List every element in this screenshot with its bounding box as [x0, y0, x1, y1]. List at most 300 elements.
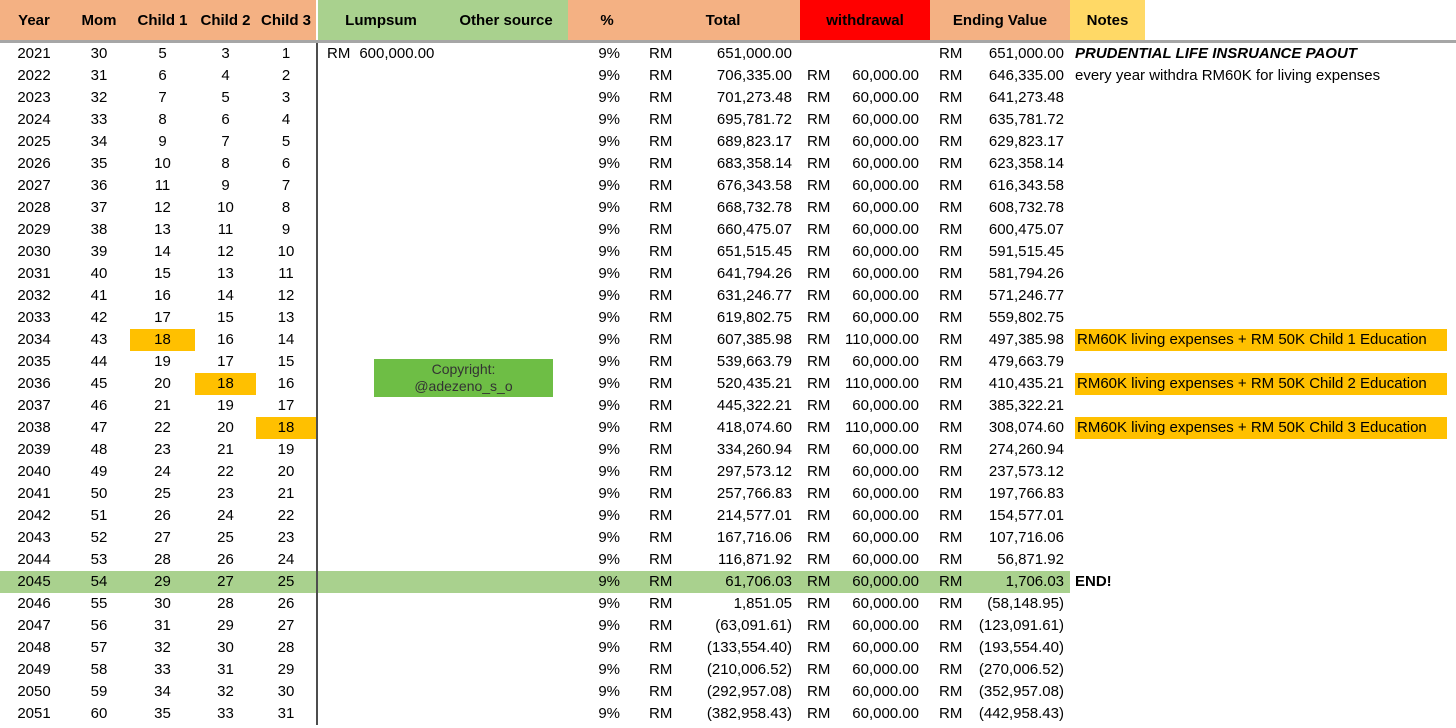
cell-child-1[interactable]: 5	[158, 45, 167, 62]
cell-total[interactable]: 334,260.94	[716, 441, 792, 458]
cell-note[interactable]	[1070, 681, 1456, 703]
cell-percent[interactable]: 9%	[598, 155, 620, 172]
cell-withdrawal-currency[interactable]: RM	[807, 441, 831, 458]
cell-percent[interactable]: 9%	[598, 529, 620, 546]
cell-lumpsum[interactable]	[318, 131, 444, 153]
cell-total[interactable]: (210,006.52)	[706, 661, 792, 678]
cell-withdrawal[interactable]: 60,000.00	[852, 507, 919, 524]
cell-withdrawal[interactable]: 60,000.00	[852, 485, 919, 502]
cell-mom[interactable]: 60	[90, 705, 108, 722]
cell-lumpsum[interactable]	[318, 197, 444, 219]
cell-year[interactable]: 2044	[17, 551, 51, 568]
cell-child-3[interactable]: 23	[256, 527, 318, 549]
cell-year[interactable]: 2036	[17, 375, 51, 392]
cell-withdrawal[interactable]: 60,000.00	[852, 111, 919, 128]
cell-withdrawal[interactable]: 60,000.00	[852, 287, 919, 304]
cell-child-1[interactable]: 33	[154, 661, 171, 678]
cell-child-3[interactable]: 29	[256, 659, 318, 681]
cell-total[interactable]: 668,732.78	[716, 199, 792, 216]
cell-lumpsum[interactable]	[318, 439, 444, 461]
cell-mom[interactable]: 44	[90, 353, 108, 370]
cell-ending-currency[interactable]: RM	[939, 595, 963, 612]
cell-other-source[interactable]	[444, 153, 568, 175]
cell-withdrawal-currency[interactable]: RM	[807, 265, 831, 282]
cell-total[interactable]: 660,475.07	[716, 221, 792, 238]
cell-total[interactable]: 706,335.00	[716, 67, 792, 84]
cell-percent[interactable]: 9%	[598, 353, 620, 370]
cell-child-3[interactable]: 15	[256, 351, 318, 373]
cell-year[interactable]: 2040	[17, 463, 51, 480]
cell-ending-value[interactable]: 197,766.83	[988, 485, 1064, 502]
cell-withdrawal[interactable]: 60,000.00	[852, 199, 919, 216]
cell-ending-currency[interactable]: RM	[939, 353, 963, 370]
cell-lumpsum[interactable]	[318, 395, 444, 417]
cell-total[interactable]: 689,823.17	[716, 133, 792, 150]
cell-child-1[interactable]: 31	[154, 617, 171, 634]
cell-ending-currency[interactable]: RM	[939, 309, 963, 326]
cell-year[interactable]: 2033	[17, 309, 51, 326]
cell-year[interactable]: 2051	[17, 705, 51, 722]
cell-child-1[interactable]: 23	[154, 441, 171, 458]
cell-percent[interactable]: 9%	[598, 265, 620, 282]
cell-note[interactable]	[1070, 637, 1456, 659]
cell-percent[interactable]: 9%	[598, 309, 620, 326]
cell-other-source[interactable]	[444, 615, 568, 637]
header-percent[interactable]: %	[568, 0, 646, 40]
cell-mom[interactable]: 33	[90, 111, 108, 128]
cell-percent[interactable]: 9%	[598, 463, 620, 480]
cell-child-3[interactable]: 7	[256, 175, 318, 197]
cell-withdrawal[interactable]: 60,000.00	[852, 441, 919, 458]
cell-year[interactable]: 2034	[17, 331, 51, 348]
cell-child-2[interactable]: 27	[195, 571, 256, 593]
cell-other-source[interactable]	[444, 571, 568, 593]
cell-percent[interactable]: 9%	[598, 551, 620, 568]
cell-withdrawal-currency[interactable]: RM	[807, 485, 831, 502]
cell-other-source[interactable]	[444, 131, 568, 153]
cell-withdrawal-currency[interactable]: RM	[807, 463, 831, 480]
cell-lumpsum[interactable]	[318, 681, 444, 703]
cell-child-3[interactable]: 14	[256, 329, 318, 351]
cell-total-currency[interactable]: RM	[649, 683, 673, 700]
cell-total[interactable]: 539,663.79	[716, 353, 792, 370]
cell-ending-value[interactable]: 1,706.03	[964, 571, 1070, 593]
cell-child-3[interactable]: 5	[256, 131, 318, 153]
cell-withdrawal[interactable]: 60,000.00	[852, 683, 919, 700]
cell-note[interactable]	[1070, 483, 1456, 505]
cell-child-2[interactable]: 4	[221, 67, 230, 84]
cell-withdrawal-currency[interactable]: RM	[807, 177, 831, 194]
cell-ending-value[interactable]: 56,871.92	[997, 551, 1064, 568]
cell-year[interactable]: 2024	[17, 111, 51, 128]
cell-total-currency[interactable]: RM	[649, 67, 673, 84]
cell-withdrawal-currency[interactable]: RM	[807, 397, 831, 414]
cell-percent[interactable]: 9%	[568, 571, 646, 593]
cell-withdrawal-currency[interactable]: RM	[807, 661, 831, 678]
cell-withdrawal-currency[interactable]: RM	[807, 507, 831, 524]
cell-other-source[interactable]	[444, 395, 568, 417]
cell-percent[interactable]: 9%	[598, 89, 620, 106]
cell-total[interactable]: 61,706.03	[676, 571, 800, 593]
cell-withdrawal[interactable]: 60,000.00	[852, 661, 919, 678]
cell-year[interactable]: 2027	[17, 177, 51, 194]
cell-child-1[interactable]: 9	[158, 133, 167, 150]
cell-note[interactable]	[1070, 505, 1456, 527]
cell-child-3[interactable]: 3	[256, 87, 318, 109]
cell-child-1[interactable]: 15	[154, 265, 171, 282]
cell-child-1[interactable]: 32	[154, 639, 171, 656]
cell-note[interactable]	[1070, 175, 1456, 197]
cell-withdrawal-currency[interactable]: RM	[807, 199, 831, 216]
cell-lumpsum[interactable]	[318, 109, 444, 131]
cell-percent[interactable]: 9%	[598, 485, 620, 502]
cell-child-1[interactable]: 28	[154, 551, 171, 568]
cell-child-2[interactable]: 31	[217, 661, 234, 678]
cell-withdrawal[interactable]: 60,000.00	[852, 177, 919, 194]
cell-year[interactable]: 2031	[17, 265, 51, 282]
cell-child-3[interactable]: 17	[256, 395, 318, 417]
cell-child-2[interactable]: 13	[217, 265, 234, 282]
cell-mom[interactable]: 54	[68, 571, 130, 593]
cell-ending-currency[interactable]: RM	[939, 705, 963, 722]
cell-lumpsum[interactable]	[318, 593, 444, 615]
cell-child-3[interactable]: 8	[256, 197, 318, 219]
cell-child-2[interactable]: 28	[217, 595, 234, 612]
cell-lumpsum[interactable]	[318, 285, 444, 307]
cell-note[interactable]	[1070, 153, 1456, 175]
cell-total-currency[interactable]: RM	[649, 595, 673, 612]
cell-total-currency[interactable]: RM	[649, 111, 673, 128]
cell-percent[interactable]: 9%	[598, 441, 620, 458]
cell-child-2[interactable]: 25	[217, 529, 234, 546]
cell-total-currency[interactable]: RM	[649, 419, 673, 436]
cell-child-2[interactable]: 18	[195, 373, 256, 395]
cell-child-2[interactable]: 9	[221, 177, 230, 194]
cell-total[interactable]: 631,246.77	[716, 287, 792, 304]
cell-year[interactable]: 2050	[17, 683, 51, 700]
cell-child-2[interactable]: 23	[217, 485, 234, 502]
cell-mom[interactable]: 47	[90, 419, 108, 436]
cell-ending-currency[interactable]: RM	[939, 661, 963, 678]
cell-total[interactable]: 695,781.72	[716, 111, 792, 128]
cell-child-1[interactable]: 13	[154, 221, 171, 238]
cell-withdrawal-currency[interactable]: RM	[800, 571, 834, 593]
cell-ending-currency[interactable]: RM	[939, 617, 963, 634]
header-withdrawal[interactable]: withdrawal	[800, 0, 930, 40]
cell-withdrawal[interactable]: 110,000.00	[845, 419, 919, 436]
cell-percent[interactable]: 9%	[598, 331, 620, 348]
header-notes-cell[interactable]	[1070, 0, 1456, 40]
cell-percent[interactable]: 9%	[598, 243, 620, 260]
cell-ending-value[interactable]: 581,794.26	[988, 265, 1064, 282]
cell-lumpsum[interactable]	[318, 175, 444, 197]
cell-note[interactable]	[1070, 131, 1456, 153]
cell-child-2[interactable]: 10	[217, 199, 234, 216]
cell-total-currency[interactable]: RM	[649, 441, 673, 458]
cell-ending-value[interactable]: 559,802.75	[988, 309, 1064, 326]
cell-mom[interactable]: 30	[90, 45, 108, 62]
cell-mom[interactable]: 38	[90, 221, 108, 238]
cell-child-2[interactable]: 20	[217, 419, 234, 436]
header-other-source[interactable]: Other source	[444, 0, 568, 40]
cell-year[interactable]: 2028	[17, 199, 51, 216]
cell-note[interactable]	[1070, 659, 1456, 681]
cell-percent[interactable]: 9%	[598, 595, 620, 612]
cell-child-2[interactable]: 26	[217, 551, 234, 568]
cell-total-currency[interactable]: RM	[649, 331, 673, 348]
cell-other-source[interactable]	[444, 527, 568, 549]
cell-ending-currency[interactable]: RM	[939, 67, 963, 84]
cell-year[interactable]: 2026	[17, 155, 51, 172]
cell-withdrawal[interactable]: 60,000.00	[852, 309, 919, 326]
cell-total[interactable]: 445,322.21	[716, 397, 792, 414]
cell-other-source[interactable]	[444, 43, 568, 65]
cell-withdrawal[interactable]: 60,000.00	[852, 639, 919, 656]
cell-total-currency[interactable]: RM	[649, 89, 673, 106]
cell-year[interactable]: 2023	[17, 89, 51, 106]
cell-child-3[interactable]: 13	[256, 307, 318, 329]
cell-child-3[interactable]: 4	[256, 109, 318, 131]
cell-withdrawal-currency[interactable]: RM	[807, 551, 831, 568]
cell-other-source[interactable]	[444, 241, 568, 263]
cell-child-2[interactable]: 14	[217, 287, 234, 304]
cell-note[interactable]	[1070, 439, 1456, 461]
cell-total[interactable]: 257,766.83	[716, 485, 792, 502]
cell-year[interactable]: 2049	[17, 661, 51, 678]
cell-ending-currency[interactable]: RM	[939, 485, 963, 502]
cell-ending-value[interactable]: 608,732.78	[988, 199, 1064, 216]
cell-child-3[interactable]: 10	[256, 241, 318, 263]
cell-other-source[interactable]	[444, 549, 568, 571]
cell-child-1[interactable]: 26	[154, 507, 171, 524]
cell-ending-currency[interactable]: RM	[939, 507, 963, 524]
cell-ending-value[interactable]: (442,958.43)	[978, 705, 1064, 722]
cell-note[interactable]	[1070, 285, 1456, 307]
cell-mom[interactable]: 39	[90, 243, 108, 260]
cell-year[interactable]: 2038	[17, 419, 51, 436]
cell-total-currency[interactable]: RM	[649, 705, 673, 722]
cell-child-3[interactable]: 6	[256, 153, 318, 175]
cell-total-currency[interactable]: RM	[646, 571, 676, 593]
cell-note[interactable]	[1070, 571, 1456, 593]
cell-child-1[interactable]: 12	[154, 199, 171, 216]
cell-year[interactable]: 2025	[17, 133, 51, 150]
cell-child-2[interactable]: 5	[221, 89, 230, 106]
cell-ending-currency[interactable]: RM	[939, 155, 963, 172]
cell-other-source[interactable]	[444, 417, 568, 439]
cell-note[interactable]	[1070, 703, 1456, 725]
cell-withdrawal[interactable]: 60,000.00	[852, 397, 919, 414]
cell-ending-value[interactable]: 641,273.48	[988, 89, 1064, 106]
cell-lumpsum[interactable]	[318, 87, 444, 109]
header-ending-value[interactable]: Ending Value	[930, 0, 1070, 40]
cell-child-1[interactable]: 25	[154, 485, 171, 502]
cell-child-2[interactable]: 24	[217, 507, 234, 524]
cell-child-2[interactable]: 7	[221, 133, 230, 150]
cell-note[interactable]	[1070, 307, 1456, 329]
cell-year[interactable]: 2022	[17, 67, 51, 84]
cell-total[interactable]: 520,435.21	[716, 375, 792, 392]
cell-withdrawal[interactable]: 60,000.00	[852, 133, 919, 150]
cell-ending-value[interactable]: 616,343.58	[988, 177, 1064, 194]
cell-percent[interactable]: 9%	[598, 375, 620, 392]
cell-child-3[interactable]: 1	[256, 43, 318, 65]
cell-withdrawal[interactable]: 60,000.00	[852, 705, 919, 722]
cell-child-2[interactable]: 12	[217, 243, 234, 260]
cell-total-currency[interactable]: RM	[649, 485, 673, 502]
cell-note[interactable]	[1070, 395, 1456, 417]
cell-withdrawal[interactable]: 110,000.00	[845, 331, 919, 348]
cell-child-1[interactable]: 6	[158, 67, 167, 84]
cell-note[interactable]	[1070, 329, 1456, 351]
cell-ending-currency[interactable]: RM	[939, 397, 963, 414]
cell-other-source[interactable]	[444, 175, 568, 197]
cell-percent[interactable]: 9%	[598, 419, 620, 436]
cell-withdrawal-currency[interactable]: RM	[807, 331, 831, 348]
cell-mom[interactable]: 31	[90, 67, 108, 84]
cell-percent[interactable]: 9%	[598, 617, 620, 634]
cell-withdrawal-currency[interactable]: RM	[807, 595, 831, 612]
cell-year[interactable]: 2043	[17, 529, 51, 546]
cell-withdrawal-currency[interactable]: RM	[807, 705, 831, 722]
cell-ending-currency[interactable]: RM	[939, 111, 963, 128]
cell-child-3[interactable]: 21	[256, 483, 318, 505]
cell-lumpsum[interactable]	[318, 615, 444, 637]
cell-other-source[interactable]	[444, 483, 568, 505]
cell-total-currency[interactable]: RM	[649, 221, 673, 238]
cell-lumpsum[interactable]	[318, 263, 444, 285]
cell-ending-currency[interactable]: RM	[939, 529, 963, 546]
cell-child-3[interactable]: 20	[256, 461, 318, 483]
cell-note[interactable]	[1070, 417, 1456, 439]
cell-note[interactable]	[1070, 527, 1456, 549]
cell-mom[interactable]: 34	[90, 133, 108, 150]
cell-child-2[interactable]: 8	[221, 155, 230, 172]
cell-lumpsum[interactable]	[318, 307, 444, 329]
cell-child-3[interactable]: 16	[256, 373, 318, 395]
cell-total-currency[interactable]: RM	[649, 309, 673, 326]
cell-total-currency[interactable]: RM	[649, 133, 673, 150]
cell-child-3[interactable]: 30	[256, 681, 318, 703]
cell-withdrawal-currency[interactable]: RM	[807, 243, 831, 260]
header-child-1[interactable]: Child 1	[130, 0, 195, 40]
cell-total[interactable]: 607,385.98	[716, 331, 792, 348]
cell-other-source[interactable]	[444, 593, 568, 615]
cell-withdrawal[interactable]: 60,000.00	[834, 571, 930, 593]
cell-lumpsum[interactable]	[318, 43, 444, 65]
cell-other-source[interactable]	[444, 219, 568, 241]
cell-withdrawal-currency[interactable]	[800, 43, 834, 65]
cell-child-3[interactable]: 2	[256, 65, 318, 87]
cell-percent[interactable]: 9%	[598, 287, 620, 304]
cell-child-3[interactable]: 27	[256, 615, 318, 637]
cell-total-currency[interactable]: RM	[649, 45, 673, 62]
cell-ending-value[interactable]: 479,663.79	[988, 353, 1064, 370]
cell-total-currency[interactable]: RM	[649, 639, 673, 656]
cell-ending-currency[interactable]: RM	[939, 287, 963, 304]
cell-ending-value[interactable]: 646,335.00	[988, 67, 1064, 84]
cell-child-1[interactable]: 20	[154, 375, 171, 392]
cell-ending-currency[interactable]: RM	[939, 683, 963, 700]
cell-ending-currency[interactable]: RM	[939, 45, 963, 62]
cell-mom[interactable]: 36	[90, 177, 108, 194]
cell-withdrawal[interactable]: 60,000.00	[852, 67, 919, 84]
cell-ending-currency[interactable]: RM	[939, 419, 963, 436]
cell-withdrawal-currency[interactable]: RM	[807, 529, 831, 546]
cell-ending-currency[interactable]: RM	[939, 265, 963, 282]
cell-child-1[interactable]: 27	[154, 529, 171, 546]
cell-percent[interactable]: 9%	[598, 397, 620, 414]
cell-lumpsum[interactable]	[318, 549, 444, 571]
cell-ending-value[interactable]: 651,000.00	[988, 45, 1064, 62]
cell-ending-currency[interactable]: RM	[939, 463, 963, 480]
cell-child-3[interactable]: 11	[256, 263, 318, 285]
cell-other-source[interactable]	[444, 659, 568, 681]
cell-child-3[interactable]: 31	[256, 703, 318, 725]
cell-child-1[interactable]: 18	[130, 329, 195, 351]
cell-withdrawal[interactable]	[834, 43, 930, 65]
cell-note[interactable]	[1070, 219, 1456, 241]
cell-mom[interactable]: 32	[90, 89, 108, 106]
cell-withdrawal[interactable]: 110,000.00	[845, 375, 919, 392]
cell-total-currency[interactable]: RM	[649, 529, 673, 546]
cell-total[interactable]: 676,343.58	[716, 177, 792, 194]
cell-year[interactable]: 2041	[17, 485, 51, 502]
cell-percent[interactable]: 9%	[598, 705, 620, 722]
cell-mom[interactable]: 49	[90, 463, 108, 480]
cell-child-2[interactable]: 21	[217, 441, 234, 458]
cell-percent[interactable]: 9%	[598, 221, 620, 238]
cell-ending-currency[interactable]: RM	[939, 331, 963, 348]
cell-total-currency[interactable]: RM	[649, 265, 673, 282]
cell-ending-currency[interactable]: RM	[939, 551, 963, 568]
cell-mom[interactable]: 42	[90, 309, 108, 326]
header-child-3[interactable]: Child 3	[256, 0, 318, 40]
cell-total-currency[interactable]: RM	[649, 507, 673, 524]
cell-ending-value[interactable]: 635,781.72	[988, 111, 1064, 128]
cell-lumpsum[interactable]	[318, 527, 444, 549]
cell-total-currency[interactable]: RM	[649, 353, 673, 370]
cell-lumpsum[interactable]	[318, 571, 444, 593]
cell-note[interactable]	[1070, 373, 1456, 395]
cell-percent[interactable]: 9%	[598, 199, 620, 216]
cell-withdrawal-currency[interactable]: RM	[807, 683, 831, 700]
cell-child-1[interactable]: 17	[154, 309, 171, 326]
cell-mom[interactable]: 40	[90, 265, 108, 282]
cell-other-source[interactable]	[444, 461, 568, 483]
cell-percent[interactable]: 9%	[598, 133, 620, 150]
cell-year[interactable]: 2030	[17, 243, 51, 260]
cell-percent[interactable]: 9%	[598, 45, 620, 62]
cell-note[interactable]	[1070, 351, 1456, 373]
cell-child-1[interactable]: 35	[154, 705, 171, 722]
cell-total[interactable]: 683,358.14	[716, 155, 792, 172]
cell-lumpsum[interactable]	[318, 483, 444, 505]
cell-child-1[interactable]: 34	[154, 683, 171, 700]
cell-child-2[interactable]: 22	[217, 463, 234, 480]
cell-child-2[interactable]: 16	[217, 331, 234, 348]
cell-ending-value[interactable]: 571,246.77	[988, 287, 1064, 304]
cell-total[interactable]: (63,091.61)	[715, 617, 792, 634]
cell-percent[interactable]: 9%	[598, 639, 620, 656]
cell-total[interactable]: 641,794.26	[716, 265, 792, 282]
cell-withdrawal[interactable]: 60,000.00	[852, 89, 919, 106]
cell-withdrawal[interactable]: 60,000.00	[852, 551, 919, 568]
cell-withdrawal-currency[interactable]: RM	[807, 155, 831, 172]
cell-total[interactable]: 1,851.05	[733, 595, 792, 612]
cell-child-3[interactable]: 19	[256, 439, 318, 461]
cell-note[interactable]	[1070, 461, 1456, 483]
